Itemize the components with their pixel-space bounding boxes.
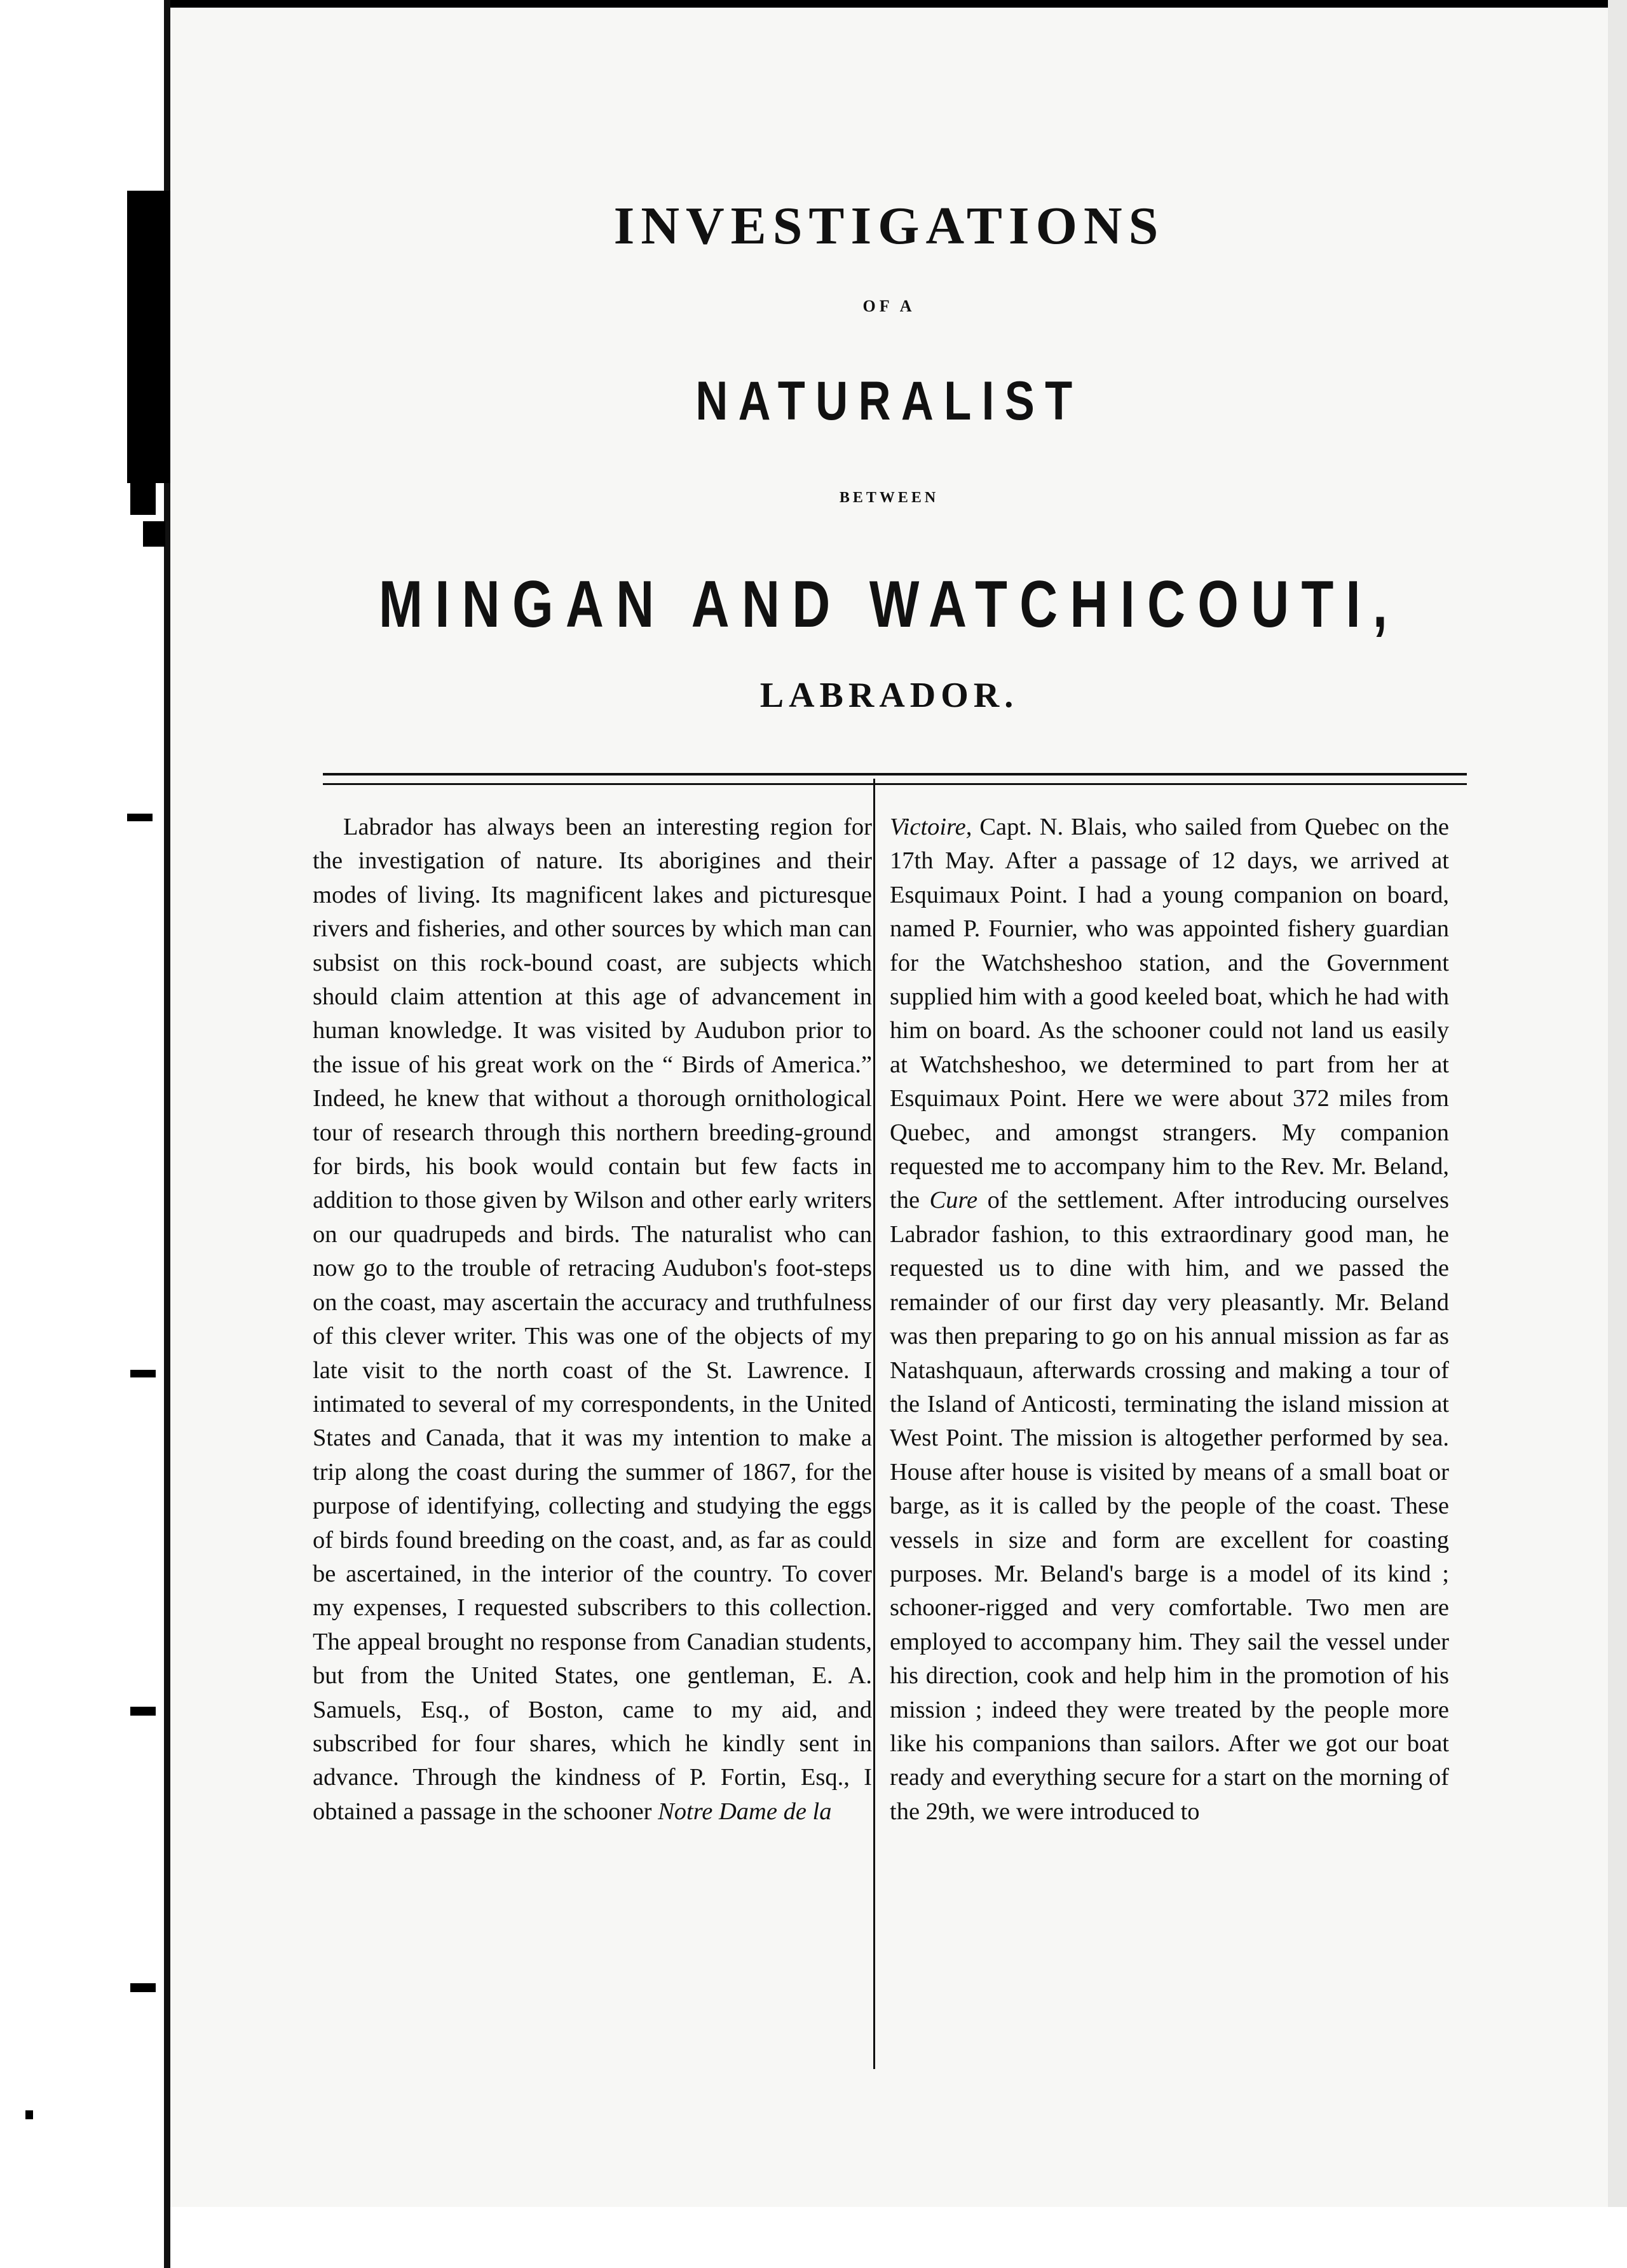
right-column	[890, 810, 1449, 1829]
spine-mark	[143, 521, 165, 547]
double-rule-top	[323, 773, 1467, 775]
page-bottom-strip	[170, 2207, 1627, 2268]
cure-word: Cure	[929, 1187, 988, 1214]
title-labrador: LABRADOR.	[759, 676, 1019, 715]
column-divider	[873, 779, 875, 2069]
ship-name-part2: Victoire,	[890, 814, 980, 840]
double-rule-bottom	[323, 783, 1467, 785]
spine-mark	[127, 814, 153, 821]
right-column-text-a: Capt. N. Blais, who sailed from Quebec on the 17th May. After a passage of 12 days, we arrived at Esquimaux Point. I had a young companion on board, named P. Fournier, who was appointed fishery guardian for the Watchsheshoo station, and the Government supplied him with a good keeled boat, which he had with him on board. As the schooner could not land us easily at Watchsheshoo, we determined to part from her at Esquimaux Point. Here we were about 372 miles from Quebec, and amongst strangers. My companion requested me to accompany him to the Rev. Mr. Beland, the	[890, 814, 1449, 1214]
binding-spine	[0, 0, 170, 2268]
left-column	[313, 810, 872, 1829]
spine-mark	[130, 1983, 156, 1992]
title-naturalist: NATURALIST	[695, 371, 1083, 432]
ship-name-part1: Notre Dame de la	[658, 1798, 832, 1825]
title-mingan-and-watchicouti: MINGAN AND WATCHICOUTI,	[378, 568, 1400, 641]
page-right-edge	[1608, 0, 1627, 2268]
spine-mark	[25, 2110, 33, 2119]
title-of-a: OF A	[862, 297, 916, 315]
spine-mark	[127, 191, 172, 483]
right-column-text-b: of the settlement. After introducing ourselves Labrador fashion, to this extraordinary good man, he requested us to dine with him, and we passed the remainder of our first day very pleasantly. Mr. Beland was then preparing to go on his annual mission as far as Natashquaun, afterwards crossing and making a tour of the Island of Anticosti, terminating the island mission at West Point. The mission is altogether performed by sea. House after house is visited by means of a small boat or barge, as it is called by the people of the coast. These vessels in size and form are excellent for coasting purposes. Mr. Beland's barge is a model of its kind ; schooner-rigged and very comfortable. Two men are employed to accompany him. They sail the vessel under his direction, cook and help him in the promotion of his mission ; indeed they were treated by the people more like his companions than sailors. After we got our boat ready and everything secure for a start on the morning of the 29th, we were introduced to	[890, 1187, 1449, 1825]
spine-mark	[130, 470, 156, 515]
title-between: BETWEEN	[839, 489, 939, 506]
spine-mark	[130, 1707, 156, 1716]
left-column-text: Labrador has always been an interesting region for the investigation of nature. Its aborigines and their modes of living. Its magnificent lakes and picturesque rivers and fisheries, and other sources by which man can subsist on this rock-bound coast, are subjects which should claim attention at this age of advancement in human knowledge. It was visited by Audubon prior to the issue of his great work on the “ Birds of America.” Indeed, he knew that without a thorough ornithological tour of research through this northern breeding-ground for birds, his book would contain but few facts in addition to those given by Wilson and other early writers on our quadrupeds and birds. The naturalist who can now go to the trouble of retracing Audubon's foot-steps on the coast, may ascertain the accuracy and truthfulness of this clever writer. This was one of the objects of my late visit to the north coast of the St. Lawrence. I intimated to several of my correspondents, in the United States and Canada, that it was my intention to make a trip along the coast during the summer of 1867, for the purpose of identifying, collecting and studying the eggs of birds found breeding on the coast, and, as far as could be ascertained, in the interior of the country. To cover my expenses, I requested subscribers to this collection. The appeal brought no response from Canadian students, but from the United States, one gentleman, E. A. Samuels, Esq., of Boston, came to my aid, and subscribed for four shares, which he kindly sent in advance. Through the kindness of P. Fortin, Esq., I obtained a passage in the schooner	[313, 814, 872, 1825]
spine-mark	[130, 1370, 156, 1377]
title-investigations: INVESTIGATIONS	[613, 196, 1165, 256]
